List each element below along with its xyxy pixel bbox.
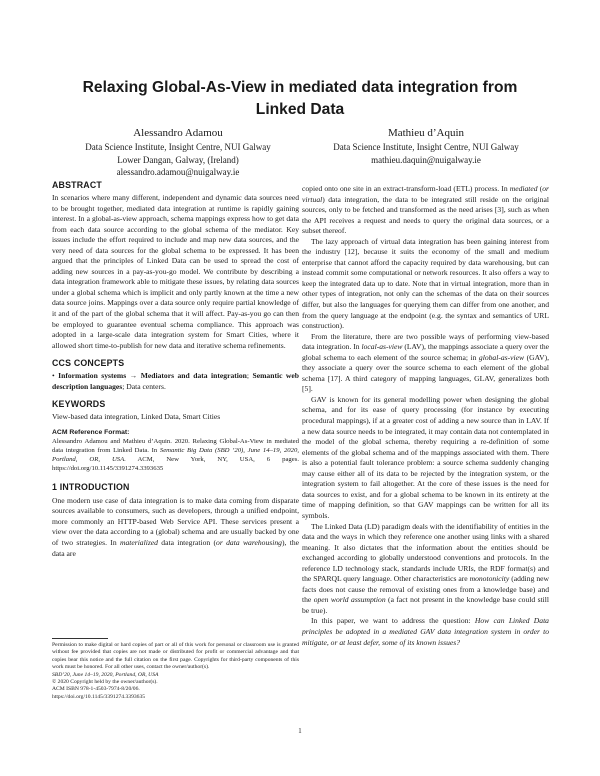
footnote-venue-text: SBD’20, June 14–19, 2020, Portland, OR, USA bbox=[52, 671, 159, 678]
ccs-concepts bbox=[52, 371, 299, 392]
body-paragraph-1 bbox=[302, 184, 549, 237]
text-run: ( bbox=[537, 184, 543, 193]
keywords-heading: KEYWORDS bbox=[52, 399, 106, 410]
ccs-heading: CCS CONCEPTS bbox=[52, 358, 125, 369]
author-email: alessandro.adamou@nuigalway.ie bbox=[116, 167, 240, 178]
abstract-text: In scenarios where many different, independent and dynamic data sources need to be brought together, mediated data integration at runtime is rapidly gaining interest. In a global-as-view approach, schema mappings express how to get data from each data source according to the global schema of the mediator. Key issues include the effort required to include and map new data sources, and the very need of data sources for the global schema to be expressed. It has been argued that the principles of Linked Data can be used to spread the cost of adding new sources in a pay-as-you-go model. We contribute by describing a data integration framework able to mitigate these issues, by relating data sources under a global schema which is implicit and only partly known at the time a new data source joins. Mappings over a data source only require partial knowledge of it and of the part of the global schema that it will affect. Pay-as-you go can then be employed to guarantee eventual schema compliance. This approach was adopted in a large-scale data integration system for Smart Cities, where it allowed short time-to-publish for new data and iterative schema refinements. bbox=[52, 193, 299, 350]
copyright-footnote bbox=[52, 638, 299, 701]
text-run-italic: or virtual bbox=[302, 184, 550, 204]
text-run: One modern use case of data integration is to make data coming from disparate sources available to consumers, such as developers, through a unified endpoint, more commonly an HTTP-based Web Service API. These services present a view over the data according to a (global) schema and are usually backed by one of two strategies. In bbox=[52, 495, 299, 548]
acm-reference-heading: ACM Reference Format: bbox=[52, 428, 130, 436]
text-run: From the literature, there are two possible ways of performing view-based data integration. In bbox=[302, 331, 549, 352]
research-question: How can Linked Data principles be adopted in a mediated GAV data integration system in order to mitigate, or at least defer, some of its known issues? bbox=[302, 616, 549, 647]
acm-reference-authors: Alessandro Adamou and Mathieu d’Aquin. 2020. Relaxing Global-As-View in mediated data integration from Linked Data. In bbox=[52, 437, 299, 454]
right-column bbox=[302, 184, 549, 648]
permission-notice: Permission to make digital or hard copies of part or all of this work for personal or classroom use is granted without fee provided that copies are not made or distributed for profit or commercial advantage and that copies bear this notice and the full citation on the first page. Copyrights for third-party components of this work must be honored. For all other uses, contact the owner/author(s). bbox=[52, 642, 299, 671]
footnote-isbn: ACM ISBN 978-1-4503-7974-8/20/06. bbox=[52, 686, 140, 693]
acm-reference-venue: Semantic Big Data (SBD ’20), June 14–19, 2020, Portland, OR, USA. bbox=[52, 446, 299, 463]
text-run: (adding new facts does not cause the removal of existing ones from a knowledge base) and the bbox=[302, 574, 549, 605]
author-address: Lower Dangan, Galway, (Ireland) bbox=[117, 154, 239, 165]
text-run: (a fact not present in the knowledge base could still be true). bbox=[302, 595, 549, 615]
author-affiliation: Data Science Institute, Insight Centre, NUI Galway bbox=[333, 142, 519, 152]
body-paragraph-6 bbox=[302, 616, 549, 648]
text-run-italic: or data warehousing bbox=[216, 538, 282, 548]
left-column bbox=[52, 180, 299, 559]
body-paragraph-2: The lazy approach of virtual data integration has been gaining interest from the industry [12], because it suits the economy of the small and medium enterprise that cannot afford the capacity required by data warehousing, but can instead commit some computational or network resources. It also offers a way to keep the integrated data up to date. Note that in virtual integration, more than in other types of integration, not only can the schemas of the data on their sources differ, but also the languages for querying them can differ from one another, and from the query language at the endpoint (e.g. the syntax and semantics of URL construction). bbox=[302, 236, 549, 331]
ccs-concept-2: Semantic web description languages bbox=[52, 371, 299, 391]
acm-reference-publisher: ACM, New York, NY, USA, 6 pages. https://doi.org/10.1145/3391274.3393635 bbox=[52, 455, 300, 472]
text-run-italic: monotonicity bbox=[469, 574, 510, 584]
text-run: (LAV), the mappings associate a query over the global schema to each element of the source schema; in bbox=[302, 342, 549, 362]
text-run: data integration ( bbox=[157, 538, 217, 548]
text-run-italic: global-as-view bbox=[478, 352, 525, 362]
body-paragraph-5 bbox=[302, 522, 549, 617]
author-name: Alessandro Adamou bbox=[133, 127, 223, 139]
acm-reference-text bbox=[52, 437, 299, 473]
ccs-rest: ; Data centers. bbox=[122, 381, 166, 391]
text-run: copied onto one site in an extract-transform-load (ETL) process. In bbox=[302, 184, 510, 193]
author-email: mathieu.daquin@nuigalway.ie bbox=[371, 154, 481, 165]
author-affiliation: Data Science Institute, Insight Centre, NUI Galway bbox=[85, 142, 271, 152]
paper-title: Relaxing Global-As-View in mediated data integration from Linked Data bbox=[82, 79, 518, 118]
intro-paragraph-1 bbox=[52, 496, 299, 559]
page-number: 1 bbox=[298, 728, 302, 735]
text-run: ) data integration, the data to be integrated still reside on the original sources, only to be fetched and transformed as the need arises [3], such as when the API receives a request and needs to query the original data sources, or a subset thereof. bbox=[302, 194, 549, 236]
text-run-italic: open world assumption bbox=[313, 595, 386, 605]
text-run: (GAV), they associate a query over the source schema to each element of the global schema [17]. A third category of mapping languages, GLAV, generalizes both [5]. bbox=[302, 352, 550, 394]
ccs-separator: ; bbox=[246, 371, 253, 381]
footnote-doi[interactable]: https://doi.org/10.1145/3391274.3393635 bbox=[52, 693, 146, 700]
text-run: The Linked Data (LD) paradigm deals with the identifiability of entities in the data and the ways in which they reference one another using links with a shared meaning. It also dictates that the information about the entities should be exchanged according to globally understood conventions and protocols. In the reference LD technology stack, standards include URIs, the RDF format(s) and the SPARQL query language. Other characteristics are bbox=[302, 521, 549, 584]
text-run: ), the data are bbox=[52, 538, 299, 558]
keywords-text: View-based data integration, Linked Data, Smart Cities bbox=[52, 412, 221, 422]
body-paragraph-3 bbox=[302, 332, 549, 395]
ccs-concept-1: Information systems → Mediators and data integration bbox=[58, 371, 247, 381]
author-name: Mathieu d’Aquin bbox=[387, 127, 465, 139]
footnote-rule bbox=[52, 638, 108, 639]
ccs-bullet: • bbox=[52, 371, 55, 381]
text-run: In this paper, we want to address the question: bbox=[311, 616, 475, 626]
footnote-venue bbox=[52, 672, 299, 679]
abstract-heading: ABSTRACT bbox=[52, 180, 102, 190]
author-block-2 bbox=[310, 126, 542, 166]
footnote-copyright: © 2020 Copyright held by the owner/author(s). bbox=[52, 679, 158, 686]
author-block-1 bbox=[62, 126, 294, 179]
body-paragraph-4: GAV is known for its general modelling power when designing the global schema, and for its ease of query processing (for instance by executing procedural mappings), if at a greater cost of adding a new source than in LAV. If a new data source needs to be integrated, it may contain data not contemplated in the model of the global schema, thereby requiring a re-definition of some elements of the global schema and of the mappings associated with them. There is also a potential fault tolerance problem: a source schema suddenly changing may cause either all of its data to be rejected by the integration system, or the integration system to fail altogether. At the core of these issues is the need for data sources to exist, and for a global schema to be known in its entirety at the time of mapping definition, so that GAV mappings can be written for all its symbols. bbox=[302, 394, 549, 520]
text-run-italic: local-as-view bbox=[361, 342, 403, 352]
introduction-heading: 1 INTRODUCTION bbox=[52, 481, 130, 492]
text-run-italic: mediated bbox=[509, 184, 538, 193]
text-run-italic: materialized bbox=[119, 538, 158, 548]
